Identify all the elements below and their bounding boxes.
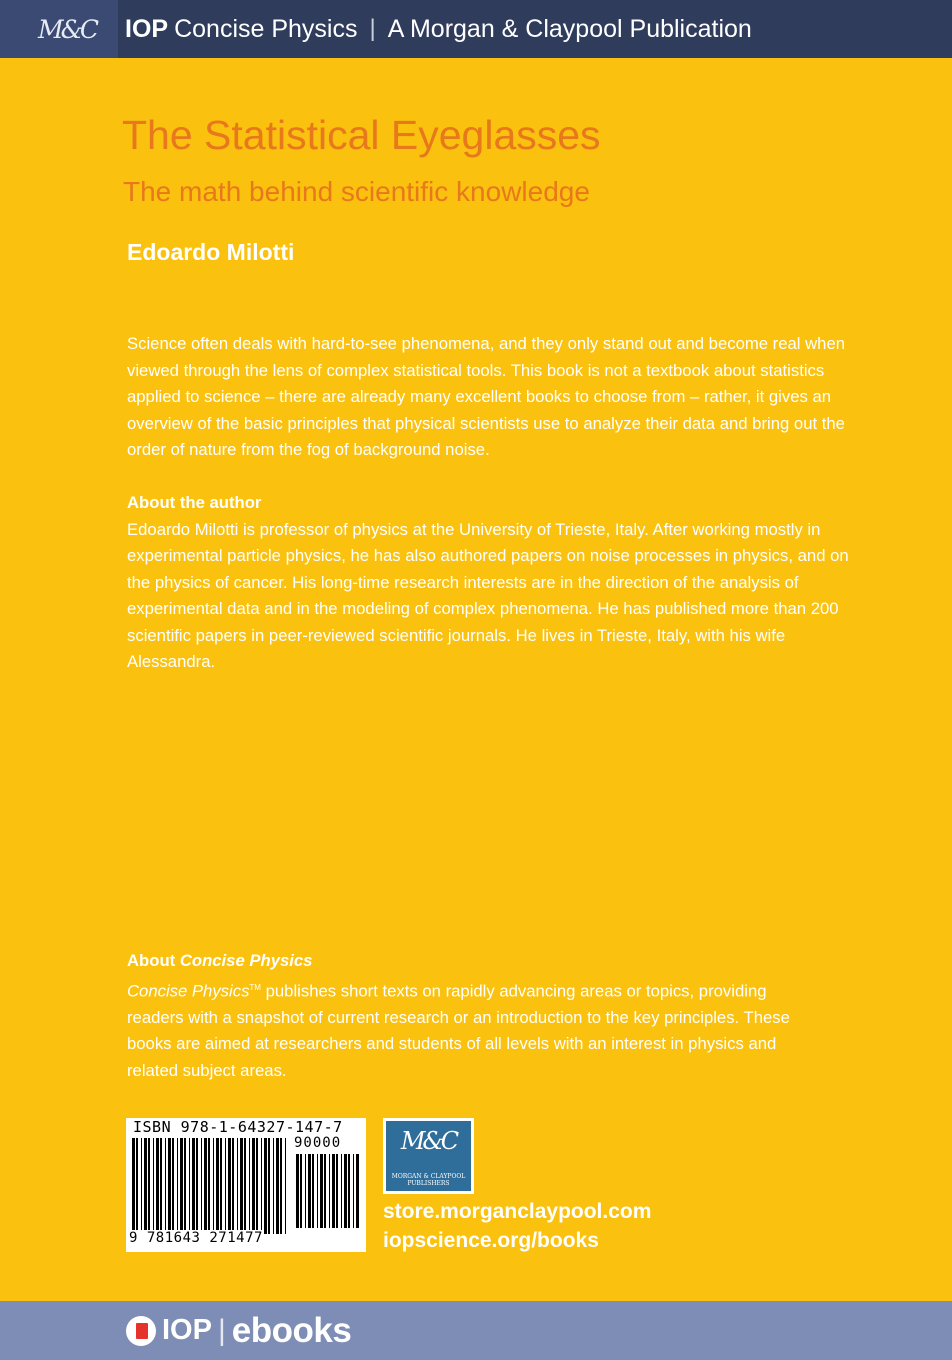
price-code: 90000: [294, 1135, 342, 1151]
barcode-bar: [312, 1154, 314, 1228]
barcode-bar: [177, 1138, 178, 1234]
footer-iop-brand: IOP: [162, 1314, 212, 1346]
barcode-bar: [160, 1138, 162, 1234]
iop-icon: [126, 1316, 156, 1346]
barcode-bar: [324, 1154, 326, 1228]
barcode-bar: [341, 1154, 342, 1228]
barcode-bar: [204, 1138, 207, 1234]
barcode-bar: [220, 1138, 222, 1234]
about-series-heading-prefix: About: [127, 951, 180, 970]
barcode-bar: [296, 1154, 299, 1228]
barcode-bar: [336, 1154, 338, 1228]
barcode-bar: [268, 1138, 270, 1234]
mcp-monogram: M&C: [400, 1127, 457, 1155]
mcp-name-line2: PUBLISHERS: [407, 1180, 450, 1187]
publisher-name: A Morgan & Claypool Publication: [387, 14, 752, 43]
series-name-inline: Concise Physics: [127, 981, 250, 1001]
barcode-bar: [317, 1154, 318, 1228]
footer-separator: |: [217, 1313, 226, 1347]
barcode-bar: [285, 1138, 286, 1234]
mcp-publisher-name: [386, 1173, 471, 1187]
series-banner: [125, 0, 752, 58]
book-subtitle: The math behind scientific knowledge: [123, 176, 590, 207]
iop-brand: IOP: [125, 14, 169, 43]
barcode-bar: [189, 1138, 190, 1234]
barcode-bar: [153, 1138, 154, 1234]
barcode-bar: [168, 1138, 171, 1234]
barcode-bar: [264, 1138, 267, 1234]
barcode-bar: [356, 1154, 359, 1228]
barcode-bar: [305, 1154, 306, 1228]
barcode-bar: [240, 1138, 243, 1234]
about-series-heading-series: Concise Physics: [179, 951, 313, 970]
barcode-bar: [180, 1138, 183, 1234]
isbn-barcode: [126, 1118, 366, 1252]
barcode-bar: [156, 1138, 159, 1234]
barcode-bar: [252, 1138, 255, 1234]
barcode-bar: [225, 1138, 226, 1234]
barcode-bar: [144, 1138, 147, 1234]
barcode-bar: [237, 1138, 238, 1234]
book-author: Edoardo Milotti: [127, 239, 295, 265]
store-link[interactable]: store.morganclaypool.com: [383, 1200, 652, 1223]
iop-ebooks-logo: [126, 1311, 351, 1351]
barcode-bar: [348, 1154, 350, 1228]
barcode-bar: [344, 1154, 347, 1228]
mc-monogram-logo: [0, 0, 118, 58]
isbn-label: ISBN 978-1-64327-147-7: [133, 1118, 343, 1136]
about-series-body: publishes short texts on rapidly advancing areas or topics, providing readers with a snapshot of current research or an introduction to the key principles. These books are aimed at researchers and students of all levels with an interest in physics and related subject areas.: [127, 981, 790, 1080]
barcode-bar: [141, 1138, 142, 1234]
barcode-bar: [329, 1154, 330, 1228]
header-bar: [0, 0, 952, 58]
iopscience-link[interactable]: iopscience.org/books: [383, 1229, 599, 1252]
barcode-bar: [196, 1138, 198, 1234]
barcode-bar: [201, 1138, 202, 1234]
morgan-claypool-logo-panel: [386, 1121, 471, 1191]
barcode-bar: [320, 1154, 323, 1228]
barcode-bar: [332, 1154, 335, 1228]
barcode-bar: [249, 1138, 250, 1234]
barcode-bar: [213, 1138, 214, 1234]
barcode-bar: [184, 1138, 186, 1234]
barcode-bar: [256, 1138, 258, 1234]
barcode-bar: [172, 1138, 174, 1234]
ean-digits: 9 781643 271477: [129, 1230, 263, 1246]
about-series-text: [127, 975, 827, 1085]
series-name: Concise Physics: [174, 14, 358, 43]
mc-logo-text: M&C: [38, 14, 96, 44]
about-author-text: Edoardo Milotti is professor of physics at the University of Trieste, Italy. After working mostly in experimental particle physics, he has also authored papers on noise processes in physics, and on the physics of cancer. His long-time research interests are in the direction of the analysis of experimental data and in the modeling of complex phenomena. He has published more than 200 scientific papers in peer-reviewed scientific journals. He lives in Trieste, Italy, with his wife Alessandra.: [127, 519, 849, 671]
barcode-bar: [280, 1138, 282, 1234]
book-title: The Statistical Eyeglasses: [122, 112, 601, 158]
footer-ebooks-label: ebooks: [231, 1310, 352, 1350]
barcode-bar: [208, 1138, 210, 1234]
book-blurb: Science often deals with hard-to-see phenomena, and they only stand out and become real when viewed through the lens of complex statistical tools. This book is not a textbook about statistics applied to science – there are already many excellent books to choose from – rather, it gives an overview of the basic principles that physical scientists use to analyze their data and bring out the order of nature from the fog of background noise.: [127, 334, 846, 459]
barcode-bar: [273, 1138, 274, 1234]
barcode-bar: [132, 1138, 135, 1234]
barcode-bar: [261, 1138, 262, 1234]
footer-bar: [0, 1301, 952, 1360]
header-separator: |: [369, 15, 376, 42]
about-series-heading: [127, 948, 827, 975]
about-series-section: [127, 948, 827, 1084]
barcode-bar: [232, 1138, 234, 1234]
barcode-bar: [353, 1154, 354, 1228]
barcode-bar: [192, 1138, 195, 1234]
trademark-mark: TM: [249, 982, 261, 992]
barcode-bar: [216, 1138, 219, 1234]
about-author-section: [127, 490, 867, 676]
mcp-name-line1: MORGAN & CLAYPOOL: [391, 1173, 466, 1180]
about-author-heading: About the author: [127, 493, 262, 512]
barcode-bar: [308, 1154, 311, 1228]
barcode-bar: [228, 1138, 231, 1234]
barcode-bar: [136, 1138, 138, 1234]
addon-barcode-bars: [294, 1154, 362, 1230]
barcode-bar: [148, 1138, 150, 1234]
barcode-bar: [276, 1138, 279, 1234]
morgan-claypool-logo: [383, 1118, 474, 1194]
barcode-bar: [300, 1154, 302, 1228]
barcode-bar: [165, 1138, 166, 1234]
barcode-bar: [244, 1138, 246, 1234]
